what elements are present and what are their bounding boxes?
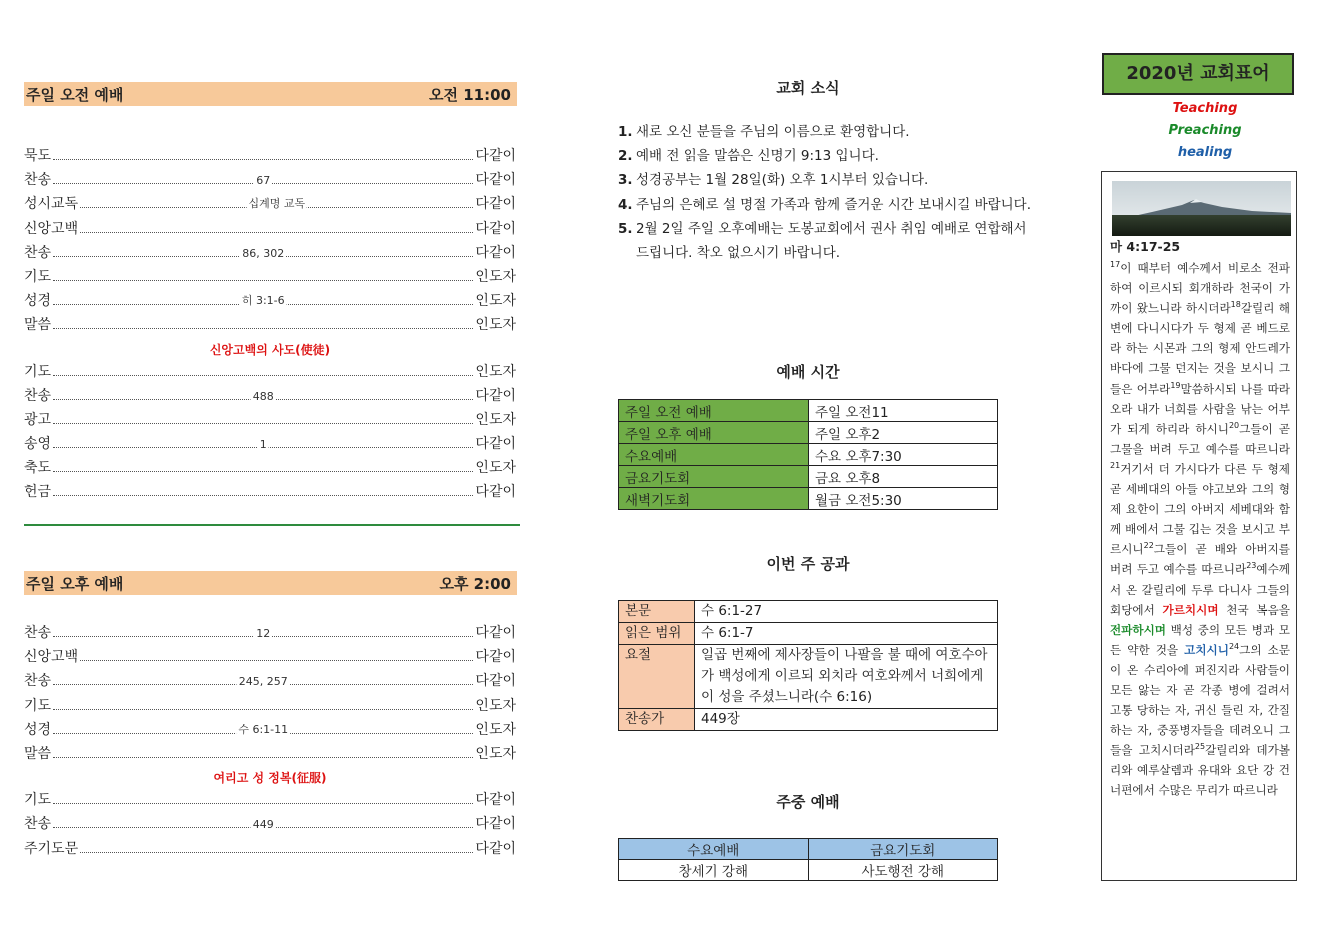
dot-leader bbox=[53, 722, 473, 736]
order-item-detail: 67 bbox=[256, 174, 271, 188]
verse-num: 20 bbox=[1228, 420, 1240, 430]
verse-17: 이 때부터 예수께서 비로소 전파하여 이르시되 회개하라 천국이 가까이 왔느니라 하시더라 bbox=[1110, 261, 1290, 316]
verse-reference: 마 4:17-25 bbox=[1110, 239, 1181, 254]
order-item-name: 신앙고백 bbox=[24, 649, 79, 666]
order-item-detail: 수 6:1-11 bbox=[238, 722, 289, 736]
order-row bbox=[24, 646, 516, 670]
dot-leader bbox=[80, 232, 473, 233]
verse-25: 갈릴리와 데가볼리와 예루살렘과 유대와 요단 강 건너편에서 수많은 무리가 따르니라 bbox=[1110, 743, 1290, 798]
order-item-name: 기도 bbox=[24, 363, 52, 380]
order-item-role: 다같이 bbox=[475, 649, 516, 666]
motto-title: 2020년 교회표어 bbox=[1102, 53, 1294, 95]
order-item-name: 말씀 bbox=[24, 745, 52, 762]
service-name: 주일 오후 예배 bbox=[619, 422, 809, 444]
order-item-name: 묵도 bbox=[24, 148, 52, 164]
order-row bbox=[24, 622, 516, 646]
order-row bbox=[24, 433, 516, 457]
midweek-table bbox=[618, 838, 998, 881]
order-item-name: 찬송 bbox=[24, 387, 52, 404]
order-row bbox=[24, 719, 516, 743]
order-row bbox=[24, 290, 516, 314]
dot-leader bbox=[53, 818, 473, 832]
dot-leader bbox=[80, 660, 473, 661]
dot-leader bbox=[53, 709, 473, 710]
order-item-role: 다같이 bbox=[475, 625, 516, 641]
news-item bbox=[618, 193, 1038, 217]
order-item-detail: 히 3:1-6 bbox=[241, 294, 285, 308]
order-item-detail: 1 bbox=[259, 438, 267, 452]
order-row bbox=[24, 145, 516, 169]
verse-num: 23 bbox=[1246, 561, 1257, 571]
news-text: 성경공부는 1월 28일(화) 오후 1시부터 있습니다. bbox=[636, 172, 929, 189]
order-item-name: 성경 bbox=[24, 293, 52, 310]
dot-leader bbox=[53, 423, 473, 424]
order-item-role: 다같이 bbox=[475, 220, 516, 237]
order-item-detail: 488 bbox=[252, 389, 274, 403]
dot-leader bbox=[53, 803, 473, 804]
verse-24: 그의 소문이 온 수리아에 퍼진지라 사람들이 모든 앓는 자 곧 각종 병에 걸려서 고통 당하는 자, 귀신 들린 자, 간질하는 자, 중풍병자들을 데려오니 그들을 고치시더라 bbox=[1110, 642, 1291, 758]
dot-leader bbox=[53, 375, 473, 376]
service-time: 주일 오후2 bbox=[809, 422, 998, 444]
order-item-name: 성시교독 bbox=[24, 196, 79, 213]
morning-title: 주일 오전 예배 bbox=[26, 85, 124, 104]
order-item-role: 다같이 bbox=[475, 673, 516, 690]
order-item-name: 주기도문 bbox=[24, 840, 79, 857]
verse-23b: 천국 복음을 bbox=[1218, 602, 1290, 617]
order-item-name: 송영 bbox=[24, 436, 52, 453]
order-item-role: 인도자 bbox=[475, 460, 516, 477]
afternoon-time: 오후 2:00 bbox=[439, 574, 511, 593]
order-item-name: 찬송 bbox=[24, 172, 52, 189]
afternoon-title: 주일 오후 예배 bbox=[26, 574, 124, 593]
order-row bbox=[24, 169, 516, 193]
dot-leader bbox=[53, 627, 473, 640]
order-item-detail: 245, 257 bbox=[238, 675, 288, 689]
lesson-value: 수 6:1-7 bbox=[695, 623, 998, 645]
verse-23c: 백성 중의 모든 병과 모든 약한 것을 bbox=[1110, 622, 1290, 657]
order-row bbox=[24, 670, 516, 694]
worship-times-row bbox=[619, 422, 998, 444]
news-number: 1. bbox=[618, 124, 633, 140]
order-item-role: 인도자 bbox=[475, 697, 516, 714]
dot-leader bbox=[53, 280, 473, 281]
order-row bbox=[24, 743, 516, 767]
keyword-teaching: Teaching bbox=[1172, 101, 1238, 116]
dot-leader bbox=[53, 294, 473, 308]
order-item-name: 기도 bbox=[24, 792, 52, 809]
news-text: 예배 전 읽을 말씀은 신명기 9:13 입니다. bbox=[636, 148, 879, 165]
verse-num: 24 bbox=[1228, 641, 1240, 651]
keyword-preaching: Preaching bbox=[1168, 123, 1242, 138]
order-item-detail: 449 bbox=[252, 818, 274, 832]
order-row bbox=[24, 193, 516, 217]
order-row bbox=[24, 314, 516, 338]
worship-times-row bbox=[619, 444, 998, 466]
order-item-name: 찬송 bbox=[24, 816, 52, 833]
order-row bbox=[24, 813, 516, 837]
news-number: 2. bbox=[618, 148, 633, 165]
highlight-preaching: 전파하시며 bbox=[1110, 622, 1166, 637]
worship-times-table bbox=[618, 399, 998, 510]
order-item-name: 광고 bbox=[24, 411, 52, 428]
verse-20: 그들이 곧 그물을 버려 두고 예수를 따르니라 bbox=[1110, 421, 1291, 456]
news-text: 주님의 은혜로 설 명절 가족과 함께 즐거운 시간 보내시길 바랍니다. bbox=[636, 196, 1032, 213]
verse-num: 25 bbox=[1194, 742, 1206, 752]
dot-leader bbox=[53, 159, 473, 160]
worship-times-row bbox=[619, 400, 998, 422]
order-item-role: 인도자 bbox=[475, 317, 516, 334]
order-item-role: 다같이 bbox=[475, 484, 516, 501]
news-item bbox=[618, 120, 1038, 144]
lesson-value: 수 6:1-27 bbox=[695, 601, 998, 623]
order-item-role: 인도자 bbox=[475, 363, 516, 380]
lesson-value: 449장 bbox=[695, 709, 998, 731]
lesson-key: 본문 bbox=[619, 601, 695, 623]
order-item-name: 말씀 bbox=[24, 317, 52, 334]
order-item-role: 다같이 bbox=[475, 840, 516, 857]
order-row bbox=[24, 218, 516, 242]
midweek-header-wed: 수요예배 bbox=[619, 839, 809, 860]
verse-num: 17 bbox=[1110, 260, 1121, 270]
verse-19: 말씀하시되 나를 따라오라 내가 너희를 사람을 낚는 어부가 되게 하리라 하시니 bbox=[1110, 381, 1291, 436]
dot-leader bbox=[53, 389, 473, 403]
midweek-title: 주중 예배 bbox=[776, 793, 840, 811]
order-item-role: 다같이 bbox=[475, 148, 516, 164]
order-item-name: 헌금 bbox=[24, 484, 52, 501]
lesson-key: 읽은 범위 bbox=[619, 623, 695, 645]
verse-num: 22 bbox=[1143, 541, 1154, 551]
service-name: 수요예배 bbox=[619, 444, 809, 466]
order-row bbox=[24, 457, 516, 481]
news-number: 4. bbox=[618, 196, 633, 213]
order-item-name: 기도 bbox=[24, 697, 52, 714]
news-item bbox=[618, 168, 1038, 192]
service-name: 주일 오전 예배 bbox=[619, 400, 809, 422]
order-item-role: 다같이 bbox=[475, 196, 516, 213]
order-row bbox=[24, 242, 516, 266]
service-name: 금요기도회 bbox=[619, 466, 809, 488]
dot-leader bbox=[53, 438, 473, 452]
order-item-role: 인도자 bbox=[475, 293, 516, 310]
morning-header bbox=[24, 82, 517, 106]
worship-times-title: 예배 시간 bbox=[776, 363, 840, 381]
morning-time: 오전 11:00 bbox=[429, 85, 511, 104]
order-item-detail: 십계명 교독 bbox=[248, 197, 306, 211]
lesson-key: 찬송가 bbox=[619, 709, 695, 731]
afternoon-header bbox=[24, 571, 517, 595]
service-time: 수요 오후7:30 bbox=[809, 444, 998, 466]
order-item-role: 인도자 bbox=[475, 721, 516, 738]
order-item-name: 신앙고백 bbox=[24, 220, 79, 237]
order-item-role: 인도자 bbox=[475, 268, 516, 285]
service-name: 새벽기도회 bbox=[619, 488, 809, 510]
order-row bbox=[24, 409, 516, 433]
order-item-name: 성경 bbox=[24, 721, 52, 738]
news-list bbox=[618, 120, 1038, 265]
midweek-header-fri: 금요기도회 bbox=[808, 839, 998, 860]
dot-leader bbox=[53, 328, 473, 329]
service-time: 월금 오전5:30 bbox=[809, 488, 998, 510]
lesson-row bbox=[619, 645, 998, 709]
lesson-row bbox=[619, 601, 998, 623]
order-item-role: 다같이 bbox=[475, 172, 516, 189]
order-item-role: 다같이 bbox=[475, 244, 516, 261]
lesson-value: 일곱 번째에 제사장들이 나팔을 불 때에 여호수아가 백성에게 이르되 외치라 여호와께서 너희에게 이 성을 주셨느니라(수 6:16) bbox=[695, 645, 998, 709]
order-row bbox=[24, 361, 516, 385]
morning-order bbox=[24, 145, 516, 506]
dot-leader bbox=[80, 197, 473, 211]
verse-21: 거기서 더 가시다가 다른 두 형제 곧 세베대의 아들 야고보와 그의 형제 요한이 그의 아버지 세베대와 함께 배에서 그물 깁는 것을 보시고 부르시니 bbox=[1110, 461, 1290, 557]
order-row bbox=[24, 385, 516, 409]
order-row bbox=[24, 789, 516, 813]
verse-text bbox=[1110, 258, 1290, 801]
news-title: 교회 소식 bbox=[776, 79, 840, 97]
order-item-role: 인도자 bbox=[475, 411, 516, 428]
news-number: 5. bbox=[618, 220, 633, 237]
news-text: 새로 오신 분들을 주님의 이름으로 환영합니다. bbox=[636, 124, 910, 140]
highlight-teaching: 가르치시며 bbox=[1162, 602, 1219, 617]
order-item-role: 인도자 bbox=[475, 745, 516, 762]
verse-num: 21 bbox=[1110, 461, 1121, 471]
news-text: 2월 2일 주일 오후예배는 도봉교회에서 권사 취임 예배로 연합해서 드립니다. 착오 없으시기 바랍니다. bbox=[636, 220, 1027, 262]
midweek-value-wed: 창세기 강해 bbox=[619, 860, 809, 881]
order-item-detail: 86, 302 bbox=[242, 246, 285, 260]
dot-leader bbox=[53, 174, 473, 188]
keyword-healing: healing bbox=[1177, 145, 1233, 160]
verse-23a: 예수께서 온 갈릴리에 두루 다니사 그들의 회당에서 bbox=[1110, 562, 1290, 617]
order-item-name: 축도 bbox=[24, 460, 52, 477]
morning-sermon-title: 신앙고백의 사도(使徒) bbox=[209, 342, 331, 357]
order-item-role: 다같이 bbox=[475, 792, 516, 809]
verse-22: 그들이 곧 배와 아버지를 버려 두고 예수를 따르니라 bbox=[1110, 542, 1290, 577]
order-item-role: 다같이 bbox=[475, 816, 516, 833]
highlight-healing: 고치시니 bbox=[1184, 642, 1229, 657]
order-row bbox=[24, 266, 516, 290]
service-time: 주일 오전11 bbox=[809, 400, 998, 422]
midweek-value-fri: 사도행전 강해 bbox=[808, 860, 998, 881]
worship-times-row bbox=[619, 466, 998, 488]
afternoon-order bbox=[24, 622, 516, 862]
worship-times-row bbox=[619, 488, 998, 510]
dot-leader bbox=[53, 757, 473, 758]
lesson-row bbox=[619, 623, 998, 645]
lesson-key: 요절 bbox=[619, 645, 695, 709]
lesson-table bbox=[618, 600, 998, 731]
dot-leader bbox=[53, 471, 473, 472]
order-item-role: 다같이 bbox=[475, 387, 516, 404]
order-item-detail: 12 bbox=[256, 627, 271, 640]
order-row bbox=[24, 695, 516, 719]
order-row bbox=[24, 838, 516, 862]
news-item bbox=[618, 144, 1038, 168]
mountain-landscape-image bbox=[1112, 181, 1291, 236]
lesson-title: 이번 주 공과 bbox=[766, 555, 850, 573]
verse-18: 갈릴리 해변에 다니시다가 두 형제 곧 베드로라 하는 시몬과 그의 형제 안드레가 바다에 그물 던지는 것을 보시니 그들은 어부라 bbox=[1110, 301, 1290, 396]
section-divider bbox=[24, 524, 520, 526]
order-item-name: 기도 bbox=[24, 268, 52, 285]
news-item bbox=[618, 217, 1038, 265]
lesson-row bbox=[619, 709, 998, 731]
order-item-name: 찬송 bbox=[24, 625, 52, 641]
dot-leader bbox=[80, 852, 473, 853]
dot-leader bbox=[53, 246, 473, 260]
verse-num: 18 bbox=[1230, 300, 1241, 310]
verse-num: 19 bbox=[1170, 380, 1181, 390]
order-item-name: 찬송 bbox=[24, 673, 52, 690]
order-item-role: 다같이 bbox=[475, 436, 516, 453]
dot-leader bbox=[53, 495, 473, 496]
service-time: 금요 오후8 bbox=[809, 466, 998, 488]
order-row bbox=[24, 481, 516, 505]
dot-leader bbox=[53, 675, 473, 689]
news-number: 3. bbox=[618, 172, 633, 189]
afternoon-sermon-title: 여리고 성 정복(征服) bbox=[213, 771, 327, 786]
order-item-name: 찬송 bbox=[24, 244, 52, 261]
